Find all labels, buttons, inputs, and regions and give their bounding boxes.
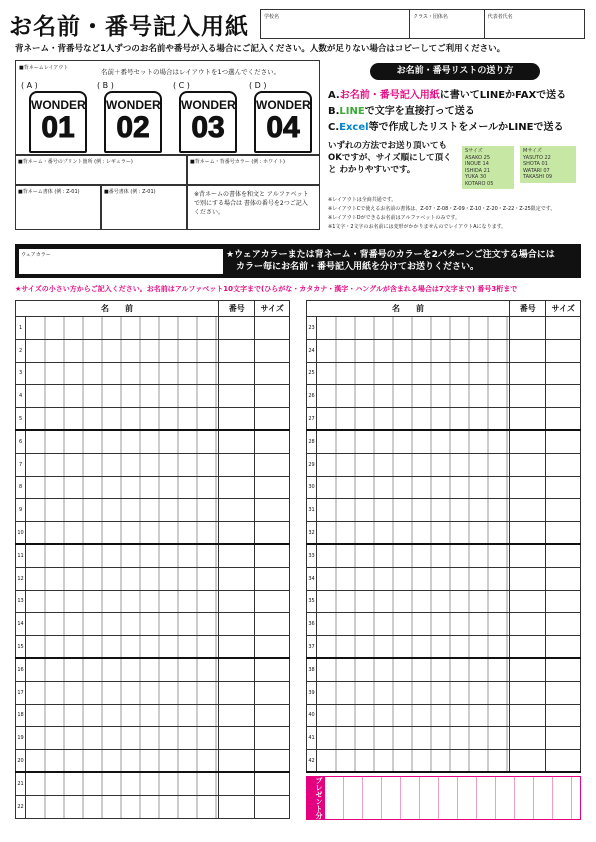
name-cell[interactable]: [317, 590, 510, 613]
table-row: [307, 499, 581, 522]
page-title: お名前・番号記入用紙: [9, 14, 249, 40]
name-cell[interactable]: [317, 362, 510, 385]
method-note: いずれの方法でお送り頂いても OKですが、サイズ順にして頂くと わかりやすいです。: [328, 141, 452, 175]
table-row: [307, 636, 581, 659]
size-cell[interactable]: [255, 362, 290, 385]
name-cell[interactable]: [26, 544, 219, 567]
row-number: 40: [307, 704, 317, 727]
name-cell[interactable]: [26, 339, 219, 362]
number-cell[interactable]: [509, 681, 546, 704]
name-cell[interactable]: [26, 430, 219, 453]
name-cell[interactable]: [26, 317, 219, 340]
row-number: 32: [307, 522, 317, 545]
row-number: 36: [307, 613, 317, 636]
row-number: 4: [16, 385, 26, 408]
row-number: 1: [16, 317, 26, 340]
number-cell[interactable]: [509, 658, 546, 681]
number-cell[interactable]: [218, 408, 255, 431]
table-row: [307, 317, 581, 340]
size-cell[interactable]: [546, 522, 581, 545]
number-cell[interactable]: [509, 544, 546, 567]
name-cell[interactable]: [317, 317, 510, 340]
number-cell[interactable]: [218, 704, 255, 727]
col-size: サイズ: [255, 301, 290, 317]
col-size: サイズ: [546, 301, 581, 317]
number-cell[interactable]: [218, 567, 255, 590]
name-cell[interactable]: [317, 339, 510, 362]
number-cell[interactable]: [509, 499, 546, 522]
wear-message: ★ウェアカラーまたは背ネーム・背番号のカラーを2パターンご注文する場合には カラー毎にお名前・番号記入用紙を分けてお送りください。: [226, 250, 555, 272]
row-number: 10: [16, 522, 26, 545]
table-row: [307, 590, 581, 613]
name-cell[interactable]: [317, 636, 510, 659]
row-number: 34: [307, 567, 317, 590]
layout-letter: ( C ): [173, 81, 190, 90]
table-row: [307, 362, 581, 385]
layout-section: [15, 60, 320, 155]
table-row: [16, 772, 290, 795]
size-cell[interactable]: [255, 453, 290, 476]
row-number: 24: [307, 339, 317, 362]
table-row: [16, 453, 290, 476]
size-warning: ★サイズの小さい方からご記入ください。お名前はアルファベット10文字まで(ひらがな・カタカナ・漢字・ハングルが含まれる場合は7文字まで) 番号3桁まで: [15, 285, 518, 293]
row-number: 7: [16, 453, 26, 476]
name-cell[interactable]: [317, 453, 510, 476]
size-cell[interactable]: [255, 339, 290, 362]
table-row: [16, 704, 290, 727]
present-grid[interactable]: [324, 776, 581, 820]
number-cell[interactable]: [218, 362, 255, 385]
name-cell[interactable]: [317, 499, 510, 522]
row-number: 12: [16, 567, 26, 590]
method-a: A.お名前・番号記入用紙に書いてLINEかFAXで送る: [328, 90, 567, 101]
name-table-left: [15, 300, 290, 819]
layout-instruction: 名前＋番号セットの場合はレイアウトを1つ選んでください。: [101, 68, 281, 76]
number-cell[interactable]: [218, 430, 255, 453]
col-name: 名 前: [16, 301, 219, 317]
table-row: [307, 567, 581, 590]
table-row: [16, 362, 290, 385]
name-cell[interactable]: [317, 544, 510, 567]
row-number: 39: [307, 681, 317, 704]
size-cell[interactable]: [255, 704, 290, 727]
row-number: 26: [307, 385, 317, 408]
number-cell[interactable]: [218, 476, 255, 499]
size-cell[interactable]: [546, 658, 581, 681]
table-row: [307, 544, 581, 567]
number-cell[interactable]: [218, 658, 255, 681]
number-cell[interactable]: [509, 317, 546, 340]
sample-tag-m: Mサイズ YASUTO 22 SHOTA 01 WATARI 07 TAKASHI 09: [520, 146, 576, 183]
row-number: 27: [307, 408, 317, 431]
color-field[interactable]: [187, 155, 320, 185]
size-cell[interactable]: [255, 658, 290, 681]
name-cell[interactable]: [317, 408, 510, 431]
size-cell[interactable]: [546, 385, 581, 408]
row-number: 3: [16, 362, 26, 385]
num-font-field[interactable]: [101, 185, 187, 230]
name-cell[interactable]: [26, 750, 219, 773]
table-row: [16, 567, 290, 590]
name-cell[interactable]: [317, 750, 510, 773]
table-row: [307, 385, 581, 408]
name-cell[interactable]: [26, 567, 219, 590]
table-row: [16, 522, 290, 545]
color-label: ■背ネーム・背番号カラー (例 : ホワイト): [190, 159, 285, 165]
jersey-option[interactable]: [254, 91, 312, 153]
size-cell[interactable]: [546, 727, 581, 750]
col-number: 番号: [218, 301, 255, 317]
row-number: 30: [307, 476, 317, 499]
jersey-option[interactable]: [179, 91, 237, 153]
row-number: 37: [307, 636, 317, 659]
row-number: 28: [307, 430, 317, 453]
layout-letter: ( D ): [249, 81, 267, 90]
jersey-word: WONDER: [181, 98, 236, 112]
method-c: C.Excel等で作成したリストをメールかLINEで送る: [328, 122, 564, 133]
number-cell[interactable]: [509, 339, 546, 362]
row-number: 16: [16, 658, 26, 681]
table-row: [16, 408, 290, 431]
row-number: 38: [307, 658, 317, 681]
row-number: 33: [307, 544, 317, 567]
row-number: 42: [307, 750, 317, 773]
name-cell[interactable]: [26, 658, 219, 681]
row-number: 15: [16, 636, 26, 659]
subtitle: 背ネーム・背番号など1人ずつのお名前や番号が入る場合にご記入ください。人数が足りない場合はコピーしてご利用ください。: [15, 44, 506, 54]
name-cell[interactable]: [317, 522, 510, 545]
name-cell[interactable]: [317, 727, 510, 750]
num-font-label: ■番号書体 (例 : Z-01): [104, 189, 156, 195]
number-cell[interactable]: [218, 590, 255, 613]
table-row: [16, 385, 290, 408]
row-number: 13: [16, 590, 26, 613]
fine-print: ※レイアウトは全商共通です。: [328, 197, 397, 203]
size-cell[interactable]: [546, 750, 581, 773]
name-cell[interactable]: [317, 476, 510, 499]
print-spot-label: ■背ネーム・番号のプリント箇所 (例 : レギュラー): [18, 159, 133, 165]
number-cell[interactable]: [509, 476, 546, 499]
name-cell[interactable]: [26, 499, 219, 522]
table-row: [307, 727, 581, 750]
table-row: [307, 453, 581, 476]
row-number: 8: [16, 476, 26, 499]
number-cell[interactable]: [218, 636, 255, 659]
size-cell[interactable]: [546, 339, 581, 362]
size-cell[interactable]: [255, 408, 290, 431]
table-row: [16, 317, 290, 340]
name-cell[interactable]: [26, 795, 219, 818]
table-row: [16, 727, 290, 750]
number-cell[interactable]: [509, 430, 546, 453]
jersey-word: WONDER: [31, 98, 86, 112]
wear-color-field[interactable]: [19, 249, 223, 274]
name-cell[interactable]: [26, 636, 219, 659]
name-cell[interactable]: [26, 681, 219, 704]
row-number: 29: [307, 453, 317, 476]
table-row: [307, 339, 581, 362]
number-cell[interactable]: [218, 795, 255, 818]
row-number: 9: [16, 499, 26, 522]
layout-label: ■背ネームレイアウト: [19, 65, 69, 71]
name-font-label: ■背ネーム書体 (例 : Z-01): [18, 189, 80, 195]
number-cell[interactable]: [218, 544, 255, 567]
row-number: 23: [307, 317, 317, 340]
number-cell[interactable]: [509, 727, 546, 750]
size-cell[interactable]: [255, 727, 290, 750]
name-font-field[interactable]: [15, 185, 101, 230]
number-cell[interactable]: [218, 499, 255, 522]
size-cell[interactable]: [255, 430, 290, 453]
size-cell[interactable]: [255, 750, 290, 773]
name-cell[interactable]: [26, 613, 219, 636]
jersey-number: 01: [41, 111, 75, 144]
size-cell[interactable]: [255, 499, 290, 522]
row-number: 31: [307, 499, 317, 522]
row-number: 25: [307, 362, 317, 385]
number-cell[interactable]: [218, 339, 255, 362]
rep-field[interactable]: 代表者氏名: [487, 14, 513, 20]
size-cell[interactable]: [546, 430, 581, 453]
layout-letter: ( A ): [21, 81, 38, 90]
name-cell[interactable]: [317, 567, 510, 590]
font-note: ※背ネームの書体を和文と アルファベットで別にする場合は 書体の番号を2つご記入ください。: [194, 191, 309, 216]
number-cell[interactable]: [509, 567, 546, 590]
table-row: [307, 750, 581, 773]
number-cell[interactable]: [218, 772, 255, 795]
row-number: 2: [16, 339, 26, 362]
size-cell[interactable]: [255, 772, 290, 795]
name-cell[interactable]: [26, 727, 219, 750]
size-cell[interactable]: [546, 453, 581, 476]
number-cell[interactable]: [509, 636, 546, 659]
name-cell[interactable]: [26, 408, 219, 431]
table-row: [16, 795, 290, 818]
name-cell[interactable]: [317, 658, 510, 681]
row-number: 14: [16, 613, 26, 636]
number-cell[interactable]: [509, 590, 546, 613]
row-number: 22: [16, 795, 26, 818]
size-cell[interactable]: [255, 476, 290, 499]
name-cell[interactable]: [26, 772, 219, 795]
number-cell[interactable]: [509, 453, 546, 476]
size-cell[interactable]: [546, 317, 581, 340]
jersey-option[interactable]: [29, 91, 87, 153]
number-cell[interactable]: [509, 750, 546, 773]
table-row: [307, 613, 581, 636]
size-cell[interactable]: [255, 522, 290, 545]
row-number: 18: [16, 704, 26, 727]
size-cell[interactable]: [255, 681, 290, 704]
table-row: [307, 408, 581, 431]
number-cell[interactable]: [218, 681, 255, 704]
size-cell[interactable]: [546, 476, 581, 499]
row-number: 20: [16, 750, 26, 773]
class-field[interactable]: クラス・団体名: [410, 10, 485, 38]
jersey-word: WONDER: [106, 98, 161, 112]
jersey-number: 04: [266, 111, 300, 144]
col-number: 番号: [509, 301, 546, 317]
row-number: 41: [307, 727, 317, 750]
size-cell[interactable]: [255, 795, 290, 818]
number-cell[interactable]: [509, 704, 546, 727]
number-cell[interactable]: [509, 362, 546, 385]
table-row: [16, 430, 290, 453]
size-cell[interactable]: [546, 499, 581, 522]
row-number: 5: [16, 408, 26, 431]
table-row: [16, 636, 290, 659]
name-table-right: [306, 300, 581, 773]
size-cell[interactable]: [546, 567, 581, 590]
school-field[interactable]: 学校名: [261, 10, 410, 38]
table-row: [307, 430, 581, 453]
name-cell[interactable]: [26, 590, 219, 613]
size-cell[interactable]: [255, 567, 290, 590]
header-fields: [260, 9, 585, 39]
number-cell[interactable]: [218, 613, 255, 636]
size-cell[interactable]: [546, 590, 581, 613]
table-row: [16, 750, 290, 773]
row-number: 6: [16, 430, 26, 453]
table-row: [307, 704, 581, 727]
name-cell[interactable]: [26, 522, 219, 545]
name-cell[interactable]: [26, 704, 219, 727]
present-label: プレゼント分: [306, 776, 324, 820]
table-row: [16, 681, 290, 704]
font-note-box: [187, 185, 320, 230]
size-cell[interactable]: [255, 544, 290, 567]
sample-tag-s: Sサイズ ASAKO 25 INOUE 14 ISHIDA 21 YUKA 30 KOTARO 05: [462, 146, 514, 189]
size-cell[interactable]: [546, 544, 581, 567]
table-row: [16, 499, 290, 522]
number-cell[interactable]: [218, 385, 255, 408]
name-cell[interactable]: [317, 430, 510, 453]
print-spot-field[interactable]: [15, 155, 187, 185]
name-cell[interactable]: [317, 613, 510, 636]
name-cell[interactable]: [317, 681, 510, 704]
number-cell[interactable]: [218, 750, 255, 773]
number-cell[interactable]: [509, 385, 546, 408]
wear-color-label: ウェアカラー: [21, 252, 51, 258]
table-row: [16, 658, 290, 681]
table-row: [16, 544, 290, 567]
table-row: [307, 522, 581, 545]
fine-print: ※レイアウトCで使えるお名前の書体は、Z-07・Z-08・Z-09・Z-10・Z-20・Z-22・Z-25限定です。: [328, 206, 556, 212]
row-number: 21: [16, 772, 26, 795]
size-cell[interactable]: [546, 704, 581, 727]
layout-letter: ( B ): [97, 81, 114, 90]
size-cell[interactable]: [546, 408, 581, 431]
jersey-number: 03: [191, 111, 225, 144]
size-cell[interactable]: [546, 362, 581, 385]
size-cell[interactable]: [255, 385, 290, 408]
size-cell[interactable]: [546, 613, 581, 636]
table-row: [16, 613, 290, 636]
jersey-option[interactable]: [104, 91, 162, 153]
method-b: B.LINEで文字を直接打って送る: [328, 106, 475, 117]
row-number: 35: [307, 590, 317, 613]
size-cell[interactable]: [255, 590, 290, 613]
table-row: [307, 681, 581, 704]
size-cell[interactable]: [255, 317, 290, 340]
jersey-word: WONDER: [256, 98, 311, 112]
table-row: [307, 658, 581, 681]
number-cell[interactable]: [218, 727, 255, 750]
number-cell[interactable]: [509, 613, 546, 636]
col-name: 名 前: [307, 301, 510, 317]
fine-print: ※レイアウトDができるお名前はアルファベットのみです。: [328, 215, 460, 221]
row-number: 17: [16, 681, 26, 704]
jersey-number: 02: [116, 111, 150, 144]
size-cell[interactable]: [546, 681, 581, 704]
name-cell[interactable]: [26, 362, 219, 385]
table-row: [307, 476, 581, 499]
row-number: 11: [16, 544, 26, 567]
size-cell[interactable]: [546, 636, 581, 659]
name-cell[interactable]: [26, 476, 219, 499]
size-cell[interactable]: [255, 636, 290, 659]
name-cell[interactable]: [317, 704, 510, 727]
number-cell[interactable]: [509, 522, 546, 545]
name-cell[interactable]: [26, 385, 219, 408]
send-method-pill: お名前・番号リストの送り方: [370, 63, 540, 80]
name-cell[interactable]: [317, 385, 510, 408]
table-row: [16, 339, 290, 362]
size-cell[interactable]: [255, 613, 290, 636]
row-number: 19: [16, 727, 26, 750]
number-cell[interactable]: [509, 408, 546, 431]
fine-print: ※1文字・2文字のお名前には変形がかかりませんのでレイアウトAになります。: [328, 224, 507, 230]
number-cell[interactable]: [218, 453, 255, 476]
number-cell[interactable]: [218, 317, 255, 340]
table-row: [16, 590, 290, 613]
name-cell[interactable]: [26, 453, 219, 476]
table-row: [16, 476, 290, 499]
number-cell[interactable]: [218, 522, 255, 545]
